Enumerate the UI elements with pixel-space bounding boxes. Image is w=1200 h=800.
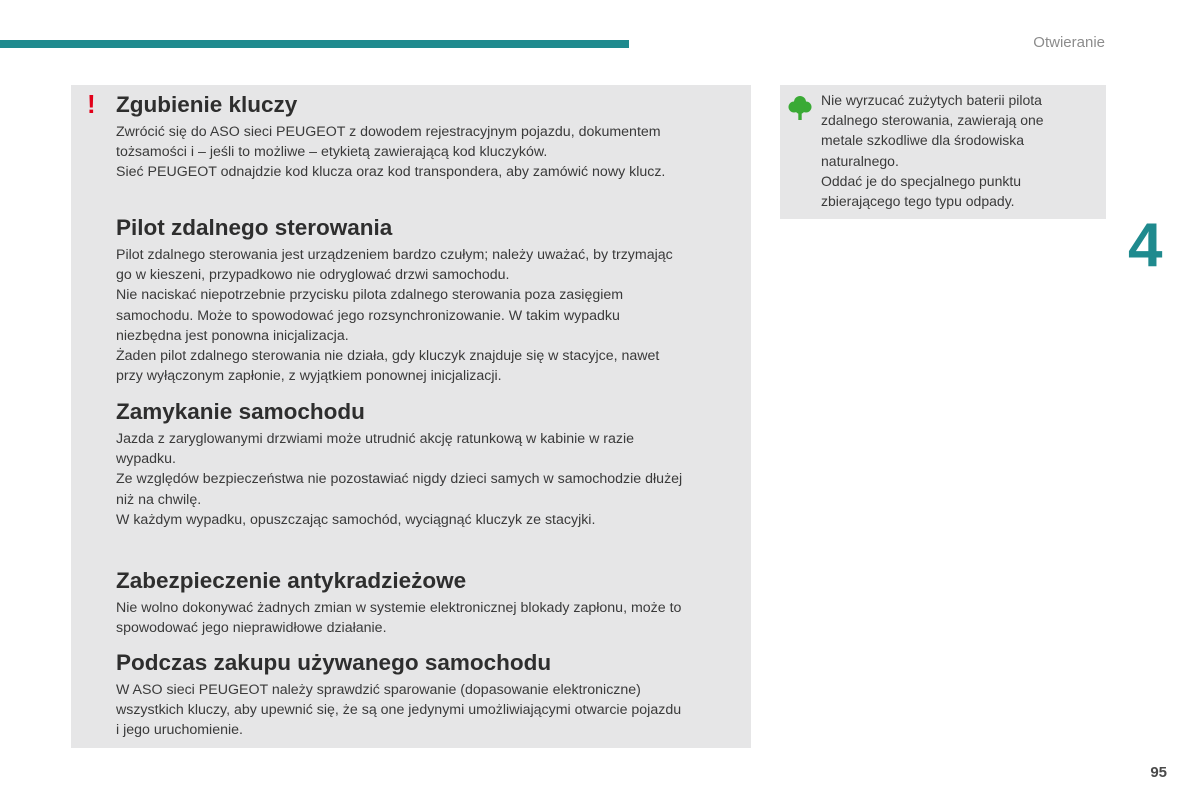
note-line: naturalnego. — [821, 152, 899, 169]
tree-icon — [788, 95, 812, 121]
section-locking-car — [116, 399, 682, 530]
paragraph-line: niezbędna jest ponowna inicjalizacja. — [116, 327, 349, 344]
eco-note-box — [780, 85, 1106, 219]
note-line: metale szkodliwe dla środowiska — [821, 132, 1025, 149]
note-line: Nie wyrzucać zużytych baterii pilota — [821, 92, 1042, 108]
paragraph-line: niż na chwilę. — [116, 491, 202, 508]
section-heading: Zgubienie kluczy — [116, 92, 298, 117]
note-line: zbierającego tego typu odpady. — [821, 193, 1015, 210]
eco-note-text — [821, 90, 1101, 211]
paragraph-line: Sieć PEUGEOT odnajdzie kod klucza oraz kod transpondera, aby zamówić nowy klucz. — [116, 164, 666, 181]
section-heading: Pilot zdalnego sterowania — [116, 215, 393, 240]
paragraph-line: i jego uruchomienie. — [116, 722, 243, 739]
paragraph-line: Pilot zdalnego sterowania jest urządzeniem bardzo czułym; należy uważać, by trzymając — [116, 247, 673, 263]
paragraph-line: Nie wolno dokonywać żadnych zmian w systemie elektronicznej blokady zapłonu, może to — [116, 600, 682, 616]
chapter-number: 4 — [1128, 211, 1163, 280]
paragraph-line: Ze względów bezpieczeństwa nie pozostawiać nigdy dzieci samych w samochodzie dłużej — [116, 471, 683, 488]
paragraph-line: Zwrócić się do ASO sieci PEUGEOT z dowodem rejestracyjnym pojazdu, dokumentem — [116, 124, 661, 140]
paragraph-line: W ASO sieci PEUGEOT należy sprawdzić sparowanie (dopasowanie elektroniczne) — [116, 682, 641, 698]
warning-exclamation-icon: ! — [87, 89, 96, 119]
header-accent-bar — [0, 40, 629, 48]
section-heading: Zamykanie samochodu — [116, 399, 365, 424]
page-number: 95 — [1150, 764, 1167, 781]
section-lost-keys — [116, 92, 665, 183]
note-line: Oddać je do specjalnego punktu — [821, 172, 1022, 189]
paragraph-line: Nie naciskać niepotrzebnie przycisku pilota zdalnego sterowania poza zasięgiem — [116, 287, 624, 304]
paragraph-line: wypadku. — [116, 451, 176, 468]
section-remote-control — [116, 215, 673, 386]
section-anti-theft — [116, 568, 681, 638]
note-line: zdalnego sterowania, zawierają one — [821, 112, 1044, 129]
paragraph-line: Żaden pilot zdalnego sterowania nie działa, gdy kluczyk znajduje się w stacyjce, nawet — [116, 348, 660, 365]
paragraph-line: W każdym wypadku, opuszczając samochód, wyciągnąć kluczyk ze stacyjki. — [116, 511, 596, 528]
section-heading: Zabezpieczenie antykradzieżowe — [116, 568, 467, 593]
paragraph-line: przy wyłączonym zapłonie, z wyjątkiem ponownej inicjalizacji. — [116, 368, 502, 385]
paragraph-line: Jazda z zaryglowanymi drzwiami może utrudnić akcję ratunkową w kabinie w razie — [116, 431, 635, 447]
section-heading: Podczas zakupu używanego samochodu — [116, 650, 552, 675]
section-title: Otwieranie — [1033, 34, 1105, 51]
section-used-car-purchase — [116, 650, 681, 741]
paragraph-line: tożsamości i – jeśli to możliwe – etykietą zawierającą kod kluczyków. — [116, 144, 548, 161]
warning-box — [71, 85, 751, 748]
paragraph-line: go w kieszeni, przypadkowo nie odryglować drzwi samochodu. — [116, 267, 510, 284]
paragraph-line: spowodować jego nieprawidłowe działanie. — [116, 620, 387, 637]
paragraph-line: wszystkich kluczy, aby upewnić się, że są one jedynymi umożliwiającymi otwarcie pojazdu — [116, 702, 682, 719]
paragraph-line: samochodu. Może to spowodować jego rozsynchronizowanie. W takim wypadku — [116, 307, 620, 324]
